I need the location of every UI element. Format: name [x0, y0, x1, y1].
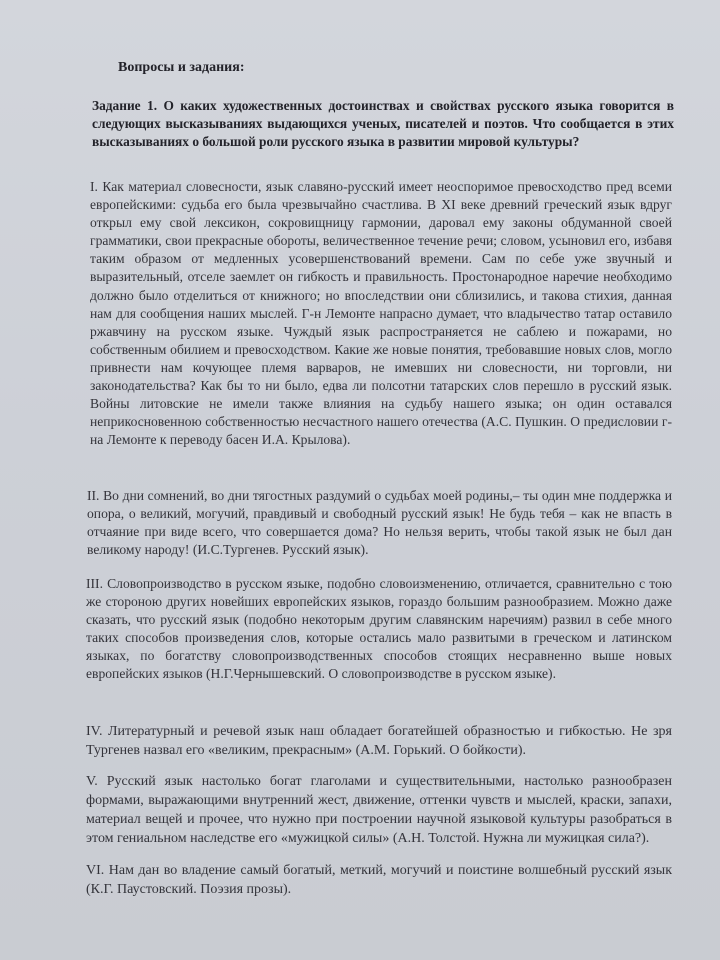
- task-text: Задание 1. О каких художественных достоинствах и свойствах русского языка говорится в следующих высказываниях выдающихся ученых, писателей и поэтов. Что сообщается в этих высказываниях о большой роли русского языка в развитии мировой культуры?: [92, 98, 674, 149]
- quote-paragraph: V. Русский язык настолько богат глаголами и существительными, настолько разнообразен формами, выражающими внутренний жест, движение, оттенки чувств и мыслей, краски, запахи, материал вещей и прочее, что нужно при построении научной языковой культуры разобраться в этом гениальном наследстве его «мужицкой силы» (А.Н. Толстой. Нужна ли мужицкая сила?).: [86, 774, 672, 846]
- quote-paragraph: IV. Литературный и речевой язык наш обладает богатейшей образностью и гибкостью. Не зря Тургенев назвал его «великим, прекрасным» (А.М. Горький. О бойкости).: [86, 724, 672, 758]
- section-heading: Вопросы и задания:: [118, 60, 245, 75]
- quote-paragraph: VI. Нам дан во владение самый богатый, меткий, могучий и поистине волшебный русский язык (К.Г. Паустовский. Поэзия прозы).: [86, 863, 672, 897]
- quote-paragraph: II. Во дни сомнений, во дни тягостных раздумий о судьбах моей родины,– ты один мне поддержка и опора, о великий, могучий, правдивый и свободный русский язык! Не будь тебя – как не впасть в отчаяние при виде всего, что совершается дома? Но нельзя верить, чтобы такой язык не был дан великому народу! (И.С.Тургенев. Русский язык).: [87, 488, 672, 558]
- quote-paragraph: I. Как материал словесности, язык славяно-русский имеет неоспоримое превосходство пред всеми европейскими: судьба его была чрезвычайно счастлива. В XI веке древний греческий язык вдруг открыл ему свой лексикон, сокровищницу гармонии, даровал ему законы обдуманной своей грамматики, свои прекрасные обороты, величественное течение речи; словом, усыновил его, избавя таким образом от медленных усовершенствований времени. Сам по себе уже звучный и выразительный, отселе заемлет он гибкость и правильность. Простонародное наречие необходимо должно было отделиться от книжного; но впоследствии они сблизились, и такова стихия, данная нам для сообщения наших мыслей. Г-н Лемонте напрасно думает, что владычество татар оставило ржавчину на русском языке. Чуждый язык распространяется не саблею и пожарами, но собственным обилием и превосходством. Какие же новые понятия, требовавшие новых слов, могло привнести нам кочующее племя варваров, не имевших ни словесности, ни торговли, ни законодательства? Как бы то ни было, едва ли полсотни татарских слов перешло в русский язык. Войны литовские не имели также влияния на судьбу нашего языка; он один оставался неприкосновенною собственностью несчастного нашего отечества (А.С. Пушкин. О предисловии г-на Лемонте к переводу басен И.А. Крылова).: [90, 179, 672, 448]
- quote-paragraph: III. Словопроизводство в русском языке, подобно словоизменению, отличается, сравнительно с тою же стороною других новейших европейских языков, гораздо большим разнообразием. Можно даже сказать, что русский язык (подобно некоторым другим славянским наречиям) развил в себе много таких способов произведения слов, которые остались мало развитыми в греческом и латинском языках, по богатству словопроизводственных способов стоящих несравненно выше новых европейских языков (Н.Г.Чернышевский. О словопроизводстве в русском языке).: [86, 576, 672, 682]
